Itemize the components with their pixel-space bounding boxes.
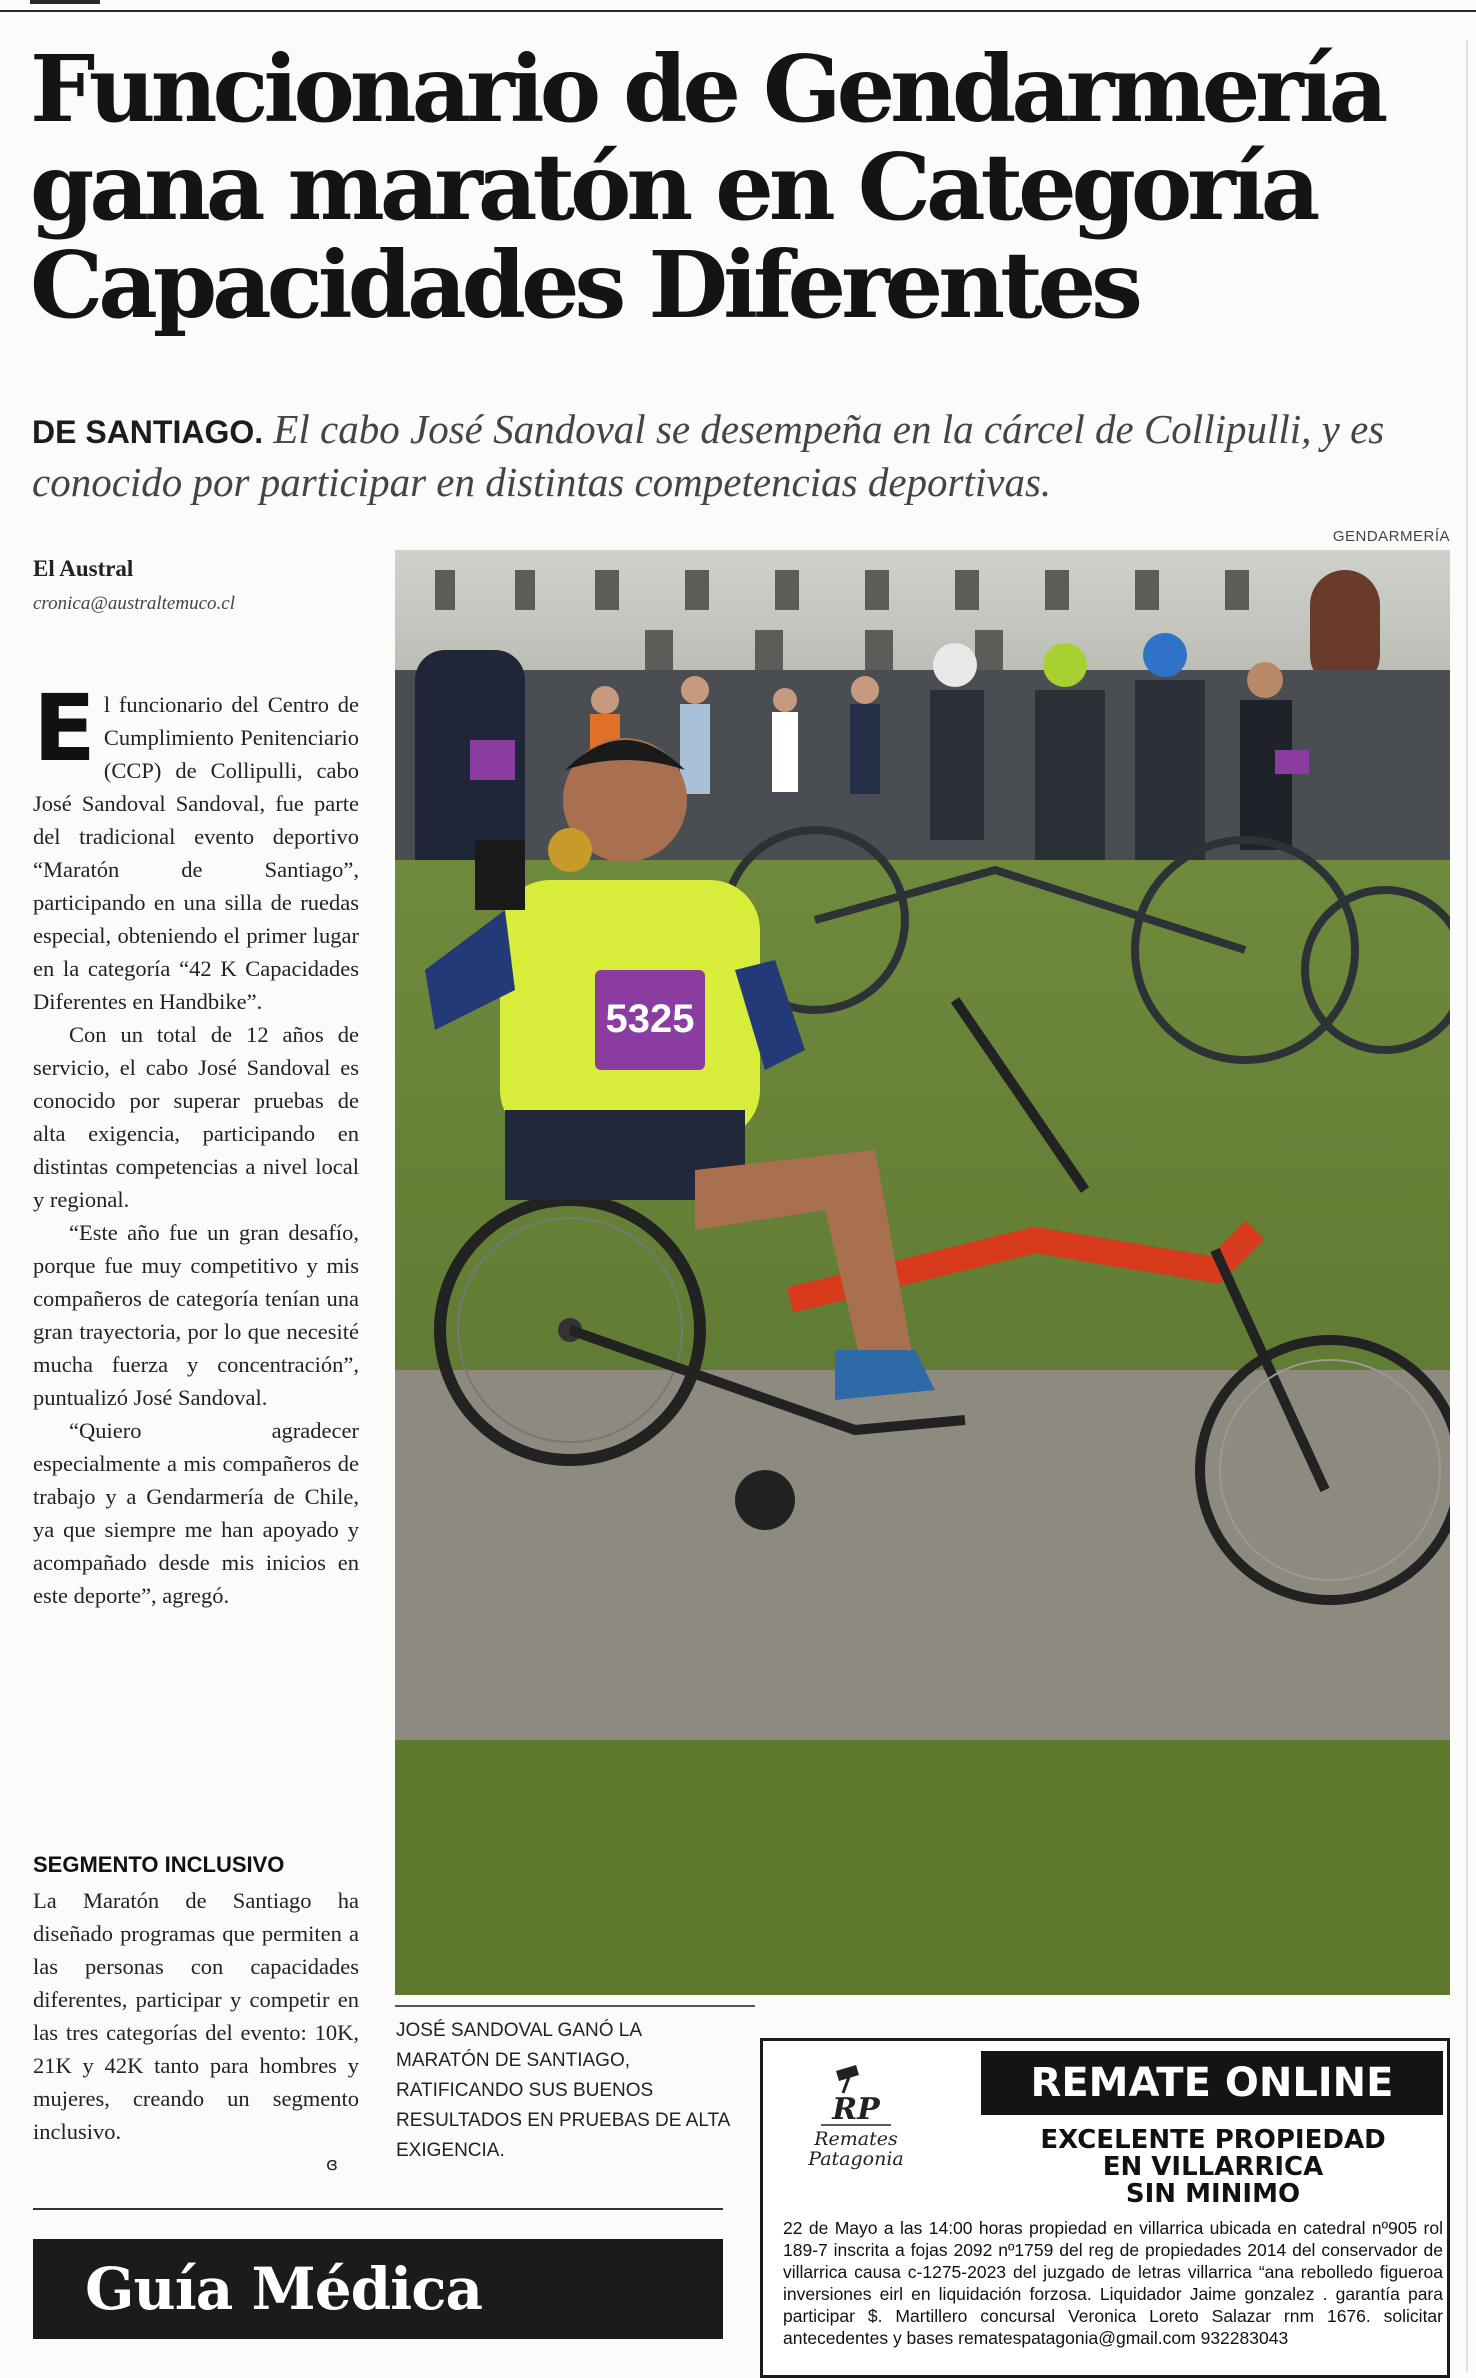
top-rule-mark <box>30 0 100 4</box>
headline-line-3: Capacidades Diferentes <box>30 231 1138 339</box>
section-paragraph: La Maratón de Santiago ha diseñado programas que permiten a las personas con capacidades diferentes, participar y competir en las tres categorías del evento: 10K, 21K y 42K tanto para hombres y mujeres, creando un segmento inclusivo. <box>33 1888 359 2144</box>
ad-title <box>953 2127 1450 2208</box>
photo-credit: GENDARMERÍA <box>1332 528 1450 545</box>
article-body <box>33 675 359 1612</box>
headline-line-2: gana maratón en Categoría <box>30 133 1316 241</box>
paragraph-2: Con un total de 12 años de servicio, el cabo José Sandoval es conocido por superar pruebas de alta exigencia, participando en distintas competencias a nivel local y regional. <box>33 1022 359 1212</box>
drop-cap: E <box>33 675 96 782</box>
paragraph-3: “Este año fue un gran desafío, porque fue muy competitivo y mis compañeros de categoría tenían una gran trayectoria, por lo que necesité mucha fuerza y concentración”, puntualizó José Sandoval. <box>33 1220 359 1410</box>
medal <box>548 828 592 872</box>
advertisement[interactable] <box>760 2038 1450 2378</box>
grass-front <box>395 1740 1450 1995</box>
byline-email[interactable]: cronica@australtemuco.cl <box>33 593 235 614</box>
svg-text:Remates: Remates <box>814 2128 898 2150</box>
top-rule <box>0 10 1476 12</box>
building-facade <box>395 550 1450 690</box>
article-photo <box>395 550 1450 1995</box>
guia-rule <box>33 2208 723 2210</box>
ad-title-line-3: SIN MINIMO <box>1125 2179 1301 2209</box>
caption-rule <box>395 2005 755 2007</box>
section-subhead: SEGMENTO INCLUSIVO <box>33 1852 285 1877</box>
paragraph-4: “Quiero agradecer especialmente a mis compañeros de trabajo y a Gendarmería de Chile, ya que siempre me han apoyado y acompañado desde mis inicios en este deporte”, agregó. <box>33 1418 359 1608</box>
page-edge-rule <box>1466 40 1468 2372</box>
photo-illustration <box>395 550 1450 1995</box>
ad-title-line-2: EN VILLARRICA <box>1102 2152 1324 2182</box>
headline <box>30 35 1450 339</box>
guia-medica-banner: Guía Médica <box>33 2239 723 2339</box>
section-body <box>33 1884 359 2148</box>
svg-text:Patagonia: Patagonia <box>808 2148 904 2170</box>
ad-body: 22 de Mayo a las 14:00 horas propiedad en villarrica ubicada en catedral nº905 rol 189-7 inscrita a fojas 2092 nº1759 del reg de propiedades 2014 del conservador de villarrica causa c-1275-2023 del juzgado de letras villarrica “ana rebolledo figueroa inversiones eirl en liquidación forzosa. Liquidador Jaime gonzalez . garantía para participar $. Martillero concursal Veronica Loreto Salazar rnm 1676. solicitar antecedentes y bases rematespatagonia@gmail.com 932283043 <box>783 2218 1443 2348</box>
ad-title-line-1: EXCELENTE PROPIEDAD <box>1040 2125 1386 2155</box>
end-mark: ɞ <box>326 2154 338 2175</box>
remates-patagonia-logo <box>781 2063 931 2173</box>
photo-caption: JOSÉ SANDOVAL GANÓ LA MARATÓN DE SANTIAGO, RATIFICANDO SUS BUENOS RESULTADOS EN PRUEBAS DE ALTA EXIGENCIA. <box>396 2020 730 2161</box>
svg-text:RP: RP <box>832 2092 880 2127</box>
paragraph-1-text: l funcionario del Centro de Cumplimiento Penitenciario (CCP) de Collipulli, cabo José Sandoval Sandoval, fue parte del tradicional evento deportivo “Maratón de Santiago”, participando en una silla de ruedas especial, obteniendo el primer lugar en la categoría “42 K Capacidades Diferentes en Handbike”. <box>33 692 359 1014</box>
ad-banner: REMATE ONLINE <box>981 2051 1443 2115</box>
deck-text: El cabo José Sandoval se desempeña en la cárcel de Collipulli, y es conocido por participar en distintas competencias deportivas. <box>32 406 1385 505</box>
deck-dateline: DE SANTIAGO. <box>32 414 264 450</box>
glove <box>475 840 525 910</box>
deck <box>32 404 1452 507</box>
bib-number: 5325 <box>605 997 695 1041</box>
headline-line-1: Funcionario de Gendarmería <box>30 35 1384 143</box>
byline-name: El Austral <box>33 556 134 581</box>
paragraph-1 <box>33 675 359 1018</box>
